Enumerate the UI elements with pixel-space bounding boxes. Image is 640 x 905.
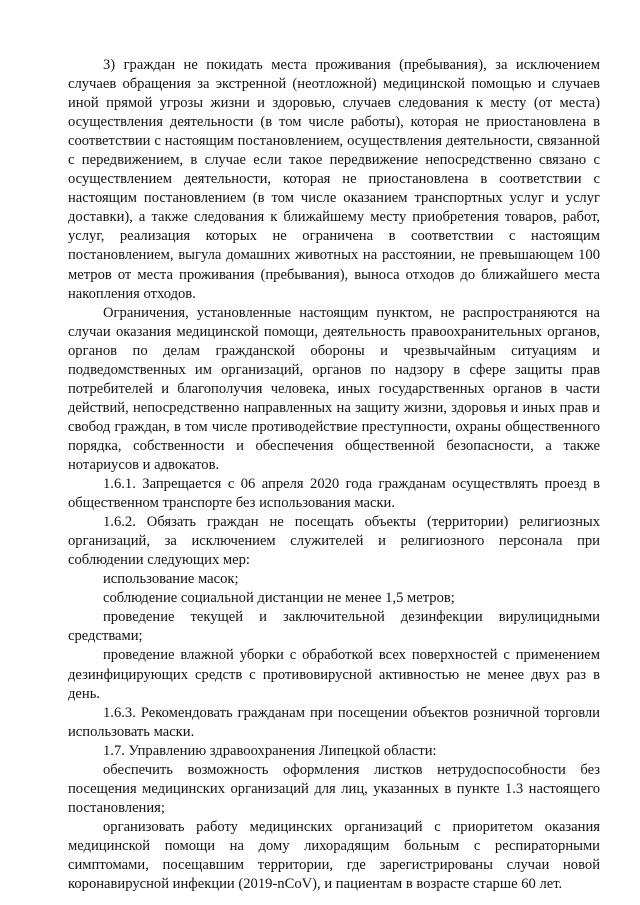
paragraph-1-6-3: 1.6.3. Рекомендовать гражданам при посещении объектов розничной торговли использовать маски. <box>68 704 600 740</box>
list-item-masks: использование масок; <box>103 571 239 588</box>
paragraph-movement-restrictions: 3) граждан не покидать места проживания (пребывания), за исключением случаев обращения за экстренной (неотложной) медицинской помощью и случаев иной прямой угрозы жизни и здоровью, случаев следования к месту (от места) осуществления деятельности (в том числе работы), которая не приостановлена в соответствии с настоящим постановлением, осуществления деятельности, связанной с передвижением, в случае если такое передвижение непосредственно связано с осуществлением деятельности, которая не приостановлена в соответствии с настоящим постановлением (в том числе оказанием транспортных услуг и услуг доставки), а также следования к ближайшему месту приобретения товаров, работ, услуг, реализация которых не ограничена в соответствии с настоящим постановлением, выгула домашних животных на расстоянии, не превышающем 100 метров от места проживания (пребывания), выноса отходов до ближайшего места накопления отходов. <box>68 57 600 302</box>
list-item-social-distance: соблюдение социальной дистанции не менее 1,5 метров; <box>103 590 455 607</box>
paragraph-exemptions: Ограничения, установленные настоящим пунктом, не распространяются на случаи оказания медицинской помощи, деятельность правоохранительных органов, органов по делам гражданской обороны и чрезвычайным ситуациям и подведомственных им организаций, органов по надзору в сфере защиты прав потребителей и благополучия человека, иных государственных органов в части действий, непосредственно направленных на защиту жизни, здоровья и иных прав и свобод граждан, в том числе противодействие преступности, охраны общественного порядка, собственности и обеспечения общественной безопасности, а также нотариусов и адвокатов. <box>68 304 600 473</box>
document-body <box>68 56 600 894</box>
list-item-disinfection: проведение текущей и заключительной дезинфекции вирулицидными средствами; <box>68 609 600 645</box>
paragraph-1-6-2: 1.6.2. Обязать граждан не посещать объекты (территории) религиозных организаций, за исключением служителей и религиозного персонала при соблюдении следующих мер: <box>68 514 600 569</box>
list-item-home-care: организовать работу медицинских организаций с приоритетом оказания медицинской помощи на дому лихорадящим больным с респираторными симптомами, посещавшим территории, где зарегистрированы случаи новой коронавирусной инфекции (2019-nCoV), и пациентам в возрасте старше 60 лет. <box>68 818 600 893</box>
paragraph-1-6-1: 1.6.1. Запрещается с 06 апреля 2020 года гражданам осуществлять проезд в общественном транспорте без использования маски. <box>68 476 600 512</box>
paragraph-1-7: 1.7. Управлению здравоохранения Липецкой области: <box>103 742 437 759</box>
list-item-wet-cleaning: проведение влажной уборки с обработкой всех поверхностей с применением дезинфицирующих средств с противовирусной активностью не менее двух раз в день. <box>68 647 600 702</box>
list-item-sick-leave: обеспечить возможность оформления листков нетрудоспособности без посещения медицинских организаций для лиц, указанных в пункте 1.3 настоящего постановления; <box>68 761 600 816</box>
